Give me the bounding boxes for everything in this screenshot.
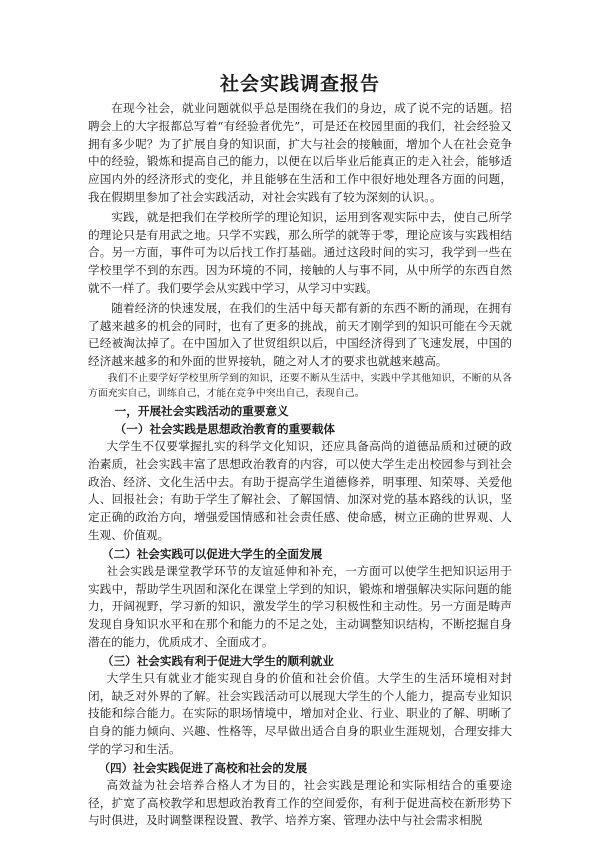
intro-paragraph-3-small: 我们不止要学好学校里所学到的知识，还要不断从生活中，实践中学其他知识，不断的从各方面充实自己，训练自己，才能在竞争中突出自己，表现自己。: [88, 372, 512, 400]
document-page: [88, 72, 512, 830]
subsection-heading-3: （三）社会实践有利于促进大学生的顺利就业: [101, 653, 334, 668]
intro-paragraph-3: 随着经济的快速发展，在我们的生活中每天都有新的东西不断的涌现，在拥有了越来越多的机会的同时，也有了更多的挑战，前天才刚学到的知识可能在今天就已经被淘汰掉了。在中国加入了世贸组织以后，中国经济得到了飞速发展，中国的经济越来越多的和外面的世界接轨，随之对人才的要求也就越来越高。: [88, 300, 512, 369]
subsection-body-2: 社会实践是课堂教学环节的友谊延伸和补充，一方面可以使学生把知识运用于实践中，帮助学生巩固和深化在课堂上学到的知识，锻炼和增强解决实际问题的能力，开阔视野，学习新的知识，激发学生的学习积极性和主动性。另一方面是畴声发现自身知识水平和在那个和能力的不足之处，主动调整知识结构，不断挖掘自身潜在的能力，优质成才、全面成才。: [88, 563, 512, 649]
subsection-body-3: 大学生只有就业才能实现自身的价值和社会价值。大学生的生活环境相对封闭，缺乏对外界的了解。社会实践活动可以展现大学生的个人能力，提高专业知识技能和综合能力。在实际的职场情境中，增加对企业、行业、职业的了解、明晰了自身的能力倾向、兴趣、性格等，尽早做出适合自身的职业生涯规划，合理安排大学的学习和生活。: [88, 670, 512, 756]
intro-paragraph-1: 在现今社会，就业问题就似乎总是围绕在我们的身边，成了说不完的话题。招聘会上的大字报都总写着“有经验者优先”，可是还在校园里面的我们，社会经验又拥有多少呢？为了扩展自身的知识面，扩大与社会的接触面，增加个人在社会竞争中的经验，锻炼和提高自己的能力，以便在以后毕业后能真正的走入社会，能够适应国内外的经济形式的变化，并且能够在生活和工作中很好地处理各方面的问题，我在假期里参加了社会实践活动，对社会实践有了较为深刻的认识。。: [88, 101, 512, 204]
subsection-body-4: 高效益为社会培养合格人才为目的，社会实践是理论和实际相结合的重要途径，扩宽了高校教学和思想政治教育工作的空间爱你，有利于促进高校在新形势下与时俱进，及时调整课程设置、教学、培养方案、管理办法中与社会需求相脱: [88, 777, 512, 828]
subsection-heading-4: （四）社会实践促进了高校和社会的发展: [98, 760, 308, 775]
section-heading-1: 一，开展社会实践活动的重要意义: [114, 403, 289, 418]
subsection-heading-1: （一）社会实践是思想政治教育的重要载体: [114, 421, 335, 436]
subsection-heading-2: （二）社会实践可以促进大学生的全面发展: [101, 546, 323, 561]
intro-paragraph-2: 实践，就是把我们在学校所学的理论知识，运用到客观实际中去，使自己所学的理论只是有用武之地。只学不实践，那么所学的就等于零，理论应该与实践相结合。另一方面，事件可为以后找工作打基础。通过这段时间的实习，我学到一些在学校里学不到的东西。因为环境的不同，接触的人与事不同，从中所学的东西自然就不一样了。我们要学会从实践中学习，从学习中实践。: [88, 209, 512, 295]
document-title: 社会实践调查报告: [219, 73, 380, 95]
subsection-body-1: 大学生不仅要掌握扎实的科学文化知识，还应具备高尚的道德品质和过硬的政治素质，社会实践丰富了思想政治教育的内容，可以使大学生走出校园参与到社会政治、经济、文化生活中去。有助于提高学生道德修养，明事理、知荣辱、关爱他人、回报社会；有助于学生了解社会、了解国情、加深对党的基本路线的认识，坚定正确的政治方向，增强爱国情感和社会责任感、使命感，树立正确的世界观、人生观、价值观。: [88, 438, 512, 542]
